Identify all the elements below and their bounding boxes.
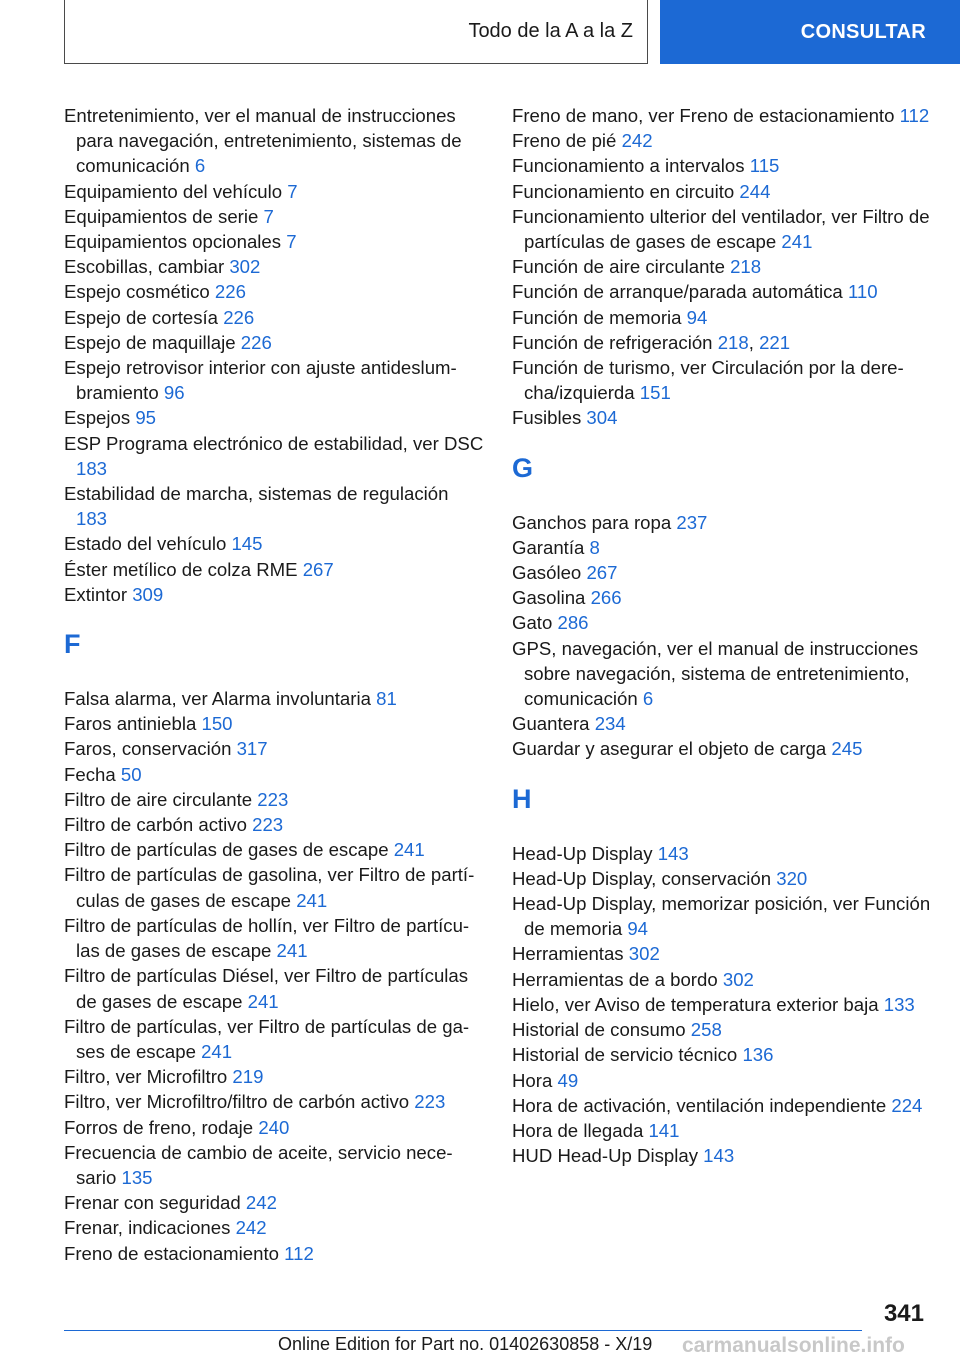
index-entry-text: Equipamientos de serie: [64, 205, 259, 227]
index-entry-text: Función de turismo, ver Circulación por la derecha/izquierda: [512, 357, 904, 404]
page-link[interactable]: 241: [781, 231, 813, 253]
index-entry: Función de refrigeración 218, 221: [512, 331, 791, 353]
index-entry-text: Filtro de partículas de gasolina, ver Filtro de partículas de gases de escape: [64, 864, 475, 911]
page-link[interactable]: 226: [214, 281, 246, 303]
page-link[interactable]: 302: [229, 256, 261, 278]
index-entry-text: Hora de llegada: [512, 1119, 644, 1141]
index-entry: [512, 891, 932, 941]
page-link[interactable]: 6: [194, 155, 206, 177]
index-section-letter: F: [64, 629, 81, 660]
page-link[interactable]: 133: [883, 993, 915, 1015]
index-entry: [512, 1143, 932, 1168]
index-entry: [512, 179, 932, 204]
index-entry-text: Equipamientos opcionales: [64, 231, 282, 253]
index-entry-text: Falsa alarma, ver Alarma involuntaria: [64, 688, 371, 710]
index-entry-text: Filtro de partículas de hollín, ver Filtro de partículas de gases de escape: [64, 914, 470, 962]
page-link[interactable]: 143: [703, 1145, 735, 1167]
index-entry-text: Espejo cosmético: [64, 281, 210, 303]
index-entry: [512, 355, 932, 405]
index-entry: [64, 1064, 484, 1089]
index-entry-text: ESP Programa electrónico de estabilidad, ver DSC: [64, 432, 484, 454]
index-entry: [512, 585, 932, 610]
index-entry: [64, 330, 484, 355]
page-link[interactable]: 135: [121, 1166, 153, 1188]
index-entry: [512, 128, 932, 153]
index-entry-text: Funcionamiento ulterior del ventilador, ver Filtro de partículas de gases de escape: [512, 205, 930, 253]
index-entry: [512, 941, 932, 966]
index-entry-text: Historial de consumo: [512, 1019, 686, 1041]
footer-edition: Online Edition for Part no. 01402630858 - X/19: [278, 1334, 653, 1354]
page-link[interactable]: 94: [627, 918, 649, 940]
index-entry: [64, 481, 484, 531]
page-link[interactable]: 110: [847, 281, 878, 303]
index-entry: [64, 103, 484, 179]
index-entry: [512, 1068, 932, 1093]
index-entry-text: Gato: [512, 612, 553, 634]
index-entry-text: Herramientas de a bordo: [512, 968, 718, 990]
index-entry: [64, 431, 484, 481]
index-entry-text: Hora: [512, 1069, 553, 1091]
index-entry-text: Fusibles: [512, 407, 582, 429]
index-entry-text: Éster metílico de colza RME: [64, 558, 298, 580]
page-link[interactable]: 245: [831, 738, 863, 760]
index-entry: [64, 229, 484, 254]
index-entry: [64, 862, 484, 912]
index-entry: [512, 305, 932, 330]
header: [0, 0, 960, 66]
index-entry: [512, 510, 932, 535]
page-link[interactable]: 136: [742, 1044, 774, 1066]
page-link[interactable]: 218: [717, 331, 749, 353]
page-link[interactable]: 242: [621, 130, 653, 152]
page-link[interactable]: 241: [247, 990, 279, 1012]
index-entry-text: Freno de pié: [512, 130, 617, 152]
index-entry-text: Head-Up Display, memorizar posición, ver Función de memoria: [512, 893, 931, 940]
page-number: 341: [883, 1300, 924, 1327]
index-entry-text: Ganchos para ropa: [512, 511, 672, 533]
index-entry-text: Guantera: [512, 713, 590, 735]
index-entry-text: Espejo retrovisor interior con ajuste antideslumbramiento: [64, 357, 457, 404]
index-entry-text: Filtro de partículas Diésel, ver Filtro de partículas de gases de escape: [64, 965, 469, 1012]
page-link[interactable]: 145: [231, 533, 263, 555]
index-entry: [512, 153, 932, 178]
page-link[interactable]: 267: [302, 558, 334, 580]
index-entry: [64, 787, 484, 812]
index-entry-text: Guardar y asegurar el objeto de carga: [512, 738, 827, 760]
index-column-right: [512, 103, 932, 1168]
page-link[interactable]: 49: [557, 1069, 579, 1091]
page-link[interactable]: 309: [132, 583, 164, 605]
index-entry-text: GPS, navegación, ver el manual de instrucciones sobre navegación, sistema de entretenimiento, comunicación: [512, 637, 919, 710]
tab-consultar[interactable]: CONSULTAR: [660, 0, 960, 64]
index-entry: [512, 736, 932, 761]
page-link[interactable]: 258: [690, 1019, 722, 1041]
index-entry: [512, 1093, 932, 1118]
page-link[interactable]: 150: [201, 713, 233, 735]
index-entry-text: Gasolina: [512, 587, 586, 609]
index-entry-text: Filtro de carbón activo: [64, 814, 247, 836]
page-link[interactable]: 7: [263, 205, 274, 227]
page-link[interactable]: 141: [648, 1119, 680, 1141]
page-link[interactable]: 302: [722, 968, 754, 990]
page-link[interactable]: 94: [686, 306, 708, 328]
index-entry: [512, 103, 932, 128]
tab-all-a-z[interactable]: Todo de la A a la Z: [64, 0, 648, 64]
index-entry: [64, 963, 484, 1013]
index-entry: [512, 535, 932, 560]
index-entry-text: Head-Up Display, conservación: [512, 867, 772, 889]
index-entry: [64, 204, 484, 229]
index-entry: [64, 1014, 484, 1064]
index-entry-text: Escobillas, cambiar: [64, 256, 225, 278]
page-link[interactable]: 223: [257, 788, 289, 810]
page-link[interactable]: 241: [276, 940, 308, 962]
page-link[interactable]: 241: [296, 889, 328, 911]
page-link[interactable]: 143: [657, 842, 689, 864]
index-entry: [64, 355, 484, 405]
page-link[interactable]: 320: [776, 867, 808, 889]
index-entry: [512, 560, 932, 585]
index-entry-text: Faros, conservación: [64, 738, 232, 760]
index-entry-text: Función de arranque/parada automática: [512, 281, 843, 303]
page-link[interactable]: 234: [594, 713, 626, 735]
index-entry: [64, 1089, 484, 1114]
page-link[interactable]: 226: [223, 306, 255, 328]
page-link[interactable]: 6: [642, 688, 654, 710]
index-entry: [512, 204, 932, 254]
index-entry: [64, 1190, 484, 1215]
index-entry: [64, 531, 484, 556]
index-entry: [64, 812, 484, 837]
index-entry: [64, 1115, 484, 1140]
index-entry: [512, 711, 932, 736]
index-entry: [512, 992, 932, 1017]
index-entry-text: HUD Head-Up Display: [512, 1145, 698, 1167]
index-entry: [64, 254, 484, 279]
index-entry: [512, 254, 932, 279]
page-link[interactable]: 241: [201, 1040, 233, 1062]
index-entry: [64, 837, 484, 862]
page-link[interactable]: 317: [236, 738, 268, 760]
page-link[interactable]: 242: [245, 1192, 277, 1214]
page-link[interactable]: 266: [590, 587, 622, 609]
index-entry: [64, 179, 484, 204]
index-entry: [512, 967, 932, 992]
index-entry: [64, 557, 484, 582]
index-entry: [512, 279, 932, 304]
index-entry: [512, 1042, 932, 1067]
page-link[interactable]: 96: [163, 382, 185, 404]
index-entry: [64, 686, 484, 711]
index-entry-text: Freno de estacionamiento: [64, 1242, 279, 1264]
index-entry: [512, 610, 932, 635]
index-entry-text: Estado del vehículo: [64, 533, 227, 555]
page-link[interactable]: 81: [376, 688, 397, 710]
index-entry-text: Extintor: [64, 583, 128, 605]
page-link[interactable]: 286: [557, 612, 589, 634]
index-entry: [64, 582, 484, 607]
index-entry-text: Estabilidad de marcha, sistemas de regulación: [64, 483, 449, 505]
index-entry: [512, 841, 932, 866]
index-entry: [512, 405, 932, 430]
index-entry-text: Filtro, ver Microfiltro: [64, 1066, 228, 1088]
page-link[interactable]: 302: [628, 943, 660, 965]
index-entry-text: Frenar, indicaciones: [64, 1217, 231, 1239]
page-link[interactable]: 304: [586, 407, 618, 429]
index-entry-text: Función de aire circulante: [512, 256, 725, 278]
page-link[interactable]: 112: [899, 105, 930, 126]
index-entry-text: Fecha: [64, 763, 116, 785]
index-entry-text: Forros de freno, rodaje: [64, 1116, 254, 1138]
page-link[interactable]: 95: [135, 407, 157, 429]
index-entry-text: Hora de activación, ventilación independiente: [512, 1094, 887, 1116]
index-entry: [64, 762, 484, 787]
index-entry: [64, 305, 484, 330]
index-entry: [64, 913, 484, 963]
index-entry-text: Hielo, ver Aviso de temperatura exterior baja: [512, 993, 879, 1015]
index-entry: [64, 1140, 484, 1190]
index-entry: [64, 711, 484, 736]
index-entry-text: Garantía: [512, 536, 585, 558]
index-column-left: [64, 103, 484, 1266]
page-link[interactable]: 115: [749, 155, 780, 177]
index-entry: [512, 636, 932, 712]
index-entry-text: Funcionamiento a intervalos: [512, 155, 745, 177]
index-entry: [512, 866, 932, 891]
index-entry-text: Filtro de partículas, ver Filtro de partículas de gases de escape: [64, 1015, 470, 1062]
page-link[interactable]: 151: [639, 382, 671, 404]
page-link[interactable]: 223: [252, 814, 284, 836]
index-entry-text: Filtro, ver Microfiltro/filtro de carbón activo: [64, 1091, 410, 1113]
page-link[interactable]: 183: [76, 508, 108, 530]
index-section-letter: H: [512, 783, 532, 814]
page-link[interactable]: 8: [589, 536, 600, 558]
page-link[interactable]: 219: [232, 1066, 264, 1088]
index-section-letter: G: [512, 452, 534, 483]
footer-divider: [64, 1330, 862, 1331]
index-entry-text: Frenar con seguridad: [64, 1192, 241, 1214]
page-link[interactable]: 7: [286, 231, 297, 253]
index-entry: [64, 405, 484, 430]
index-entry-text: Head-Up Display: [512, 842, 653, 864]
page-link[interactable]: 237: [676, 511, 708, 533]
index-entry-text: Herramientas: [512, 943, 624, 965]
page-link[interactable]: 50: [120, 763, 142, 785]
index-entry-text: Equipamiento del vehículo: [64, 180, 283, 202]
index-entry-text: Filtro de partículas de gases de escape: [64, 839, 389, 861]
page-link[interactable]: 221: [759, 331, 791, 353]
index-entry-text: Freno de mano, ver Freno de estacionamiento: [512, 105, 895, 126]
index-entry-text: Espejo de maquillaje: [64, 331, 236, 353]
page-link[interactable]: 240: [258, 1116, 290, 1138]
page-link[interactable]: 218: [730, 256, 762, 278]
page-link[interactable]: 223: [414, 1091, 446, 1113]
index-entry-text: Historial de servicio técnico: [512, 1044, 738, 1066]
page-link[interactable]: 112: [284, 1242, 314, 1264]
page-link[interactable]: 267: [586, 562, 618, 584]
page-link[interactable]: 224: [891, 1094, 923, 1116]
page-link[interactable]: 242: [235, 1217, 267, 1239]
index-entry-text: Función de memoria: [512, 306, 682, 328]
index-entry: [64, 1241, 484, 1266]
index-entry: [512, 1118, 932, 1143]
index-entry-text: Espejo de cortesía: [64, 306, 219, 328]
index-entry: [64, 279, 484, 304]
index-entry-text: Espejos: [64, 407, 131, 429]
index-entry-text: Entretenimiento, ver el manual de instrucciones para navegación, entretenimiento, sistemas de comunicación: [64, 105, 462, 177]
page-link[interactable]: 7: [287, 180, 298, 202]
page-link[interactable]: 226: [240, 331, 272, 353]
index-entry-text: Frecuencia de cambio de aceite, servicio necesario: [64, 1141, 453, 1188]
page-link[interactable]: 183: [76, 457, 108, 479]
index-entry: [512, 1017, 932, 1042]
index-entry: [64, 736, 484, 761]
index-entry-text: Función de refrigeración: [512, 331, 713, 353]
watermark-logo: carmanualsonline.info: [682, 1334, 905, 1357]
index-entry-text: Funcionamiento en circuito: [512, 180, 735, 202]
index-entry-text: Gasóleo: [512, 562, 582, 584]
index-entry: [64, 1215, 484, 1240]
page-link[interactable]: 244: [739, 180, 771, 202]
index-entry-text: Faros antiniebla: [64, 713, 197, 735]
index-entry-text: Filtro de aire circulante: [64, 788, 253, 810]
page-link[interactable]: 241: [393, 839, 425, 861]
